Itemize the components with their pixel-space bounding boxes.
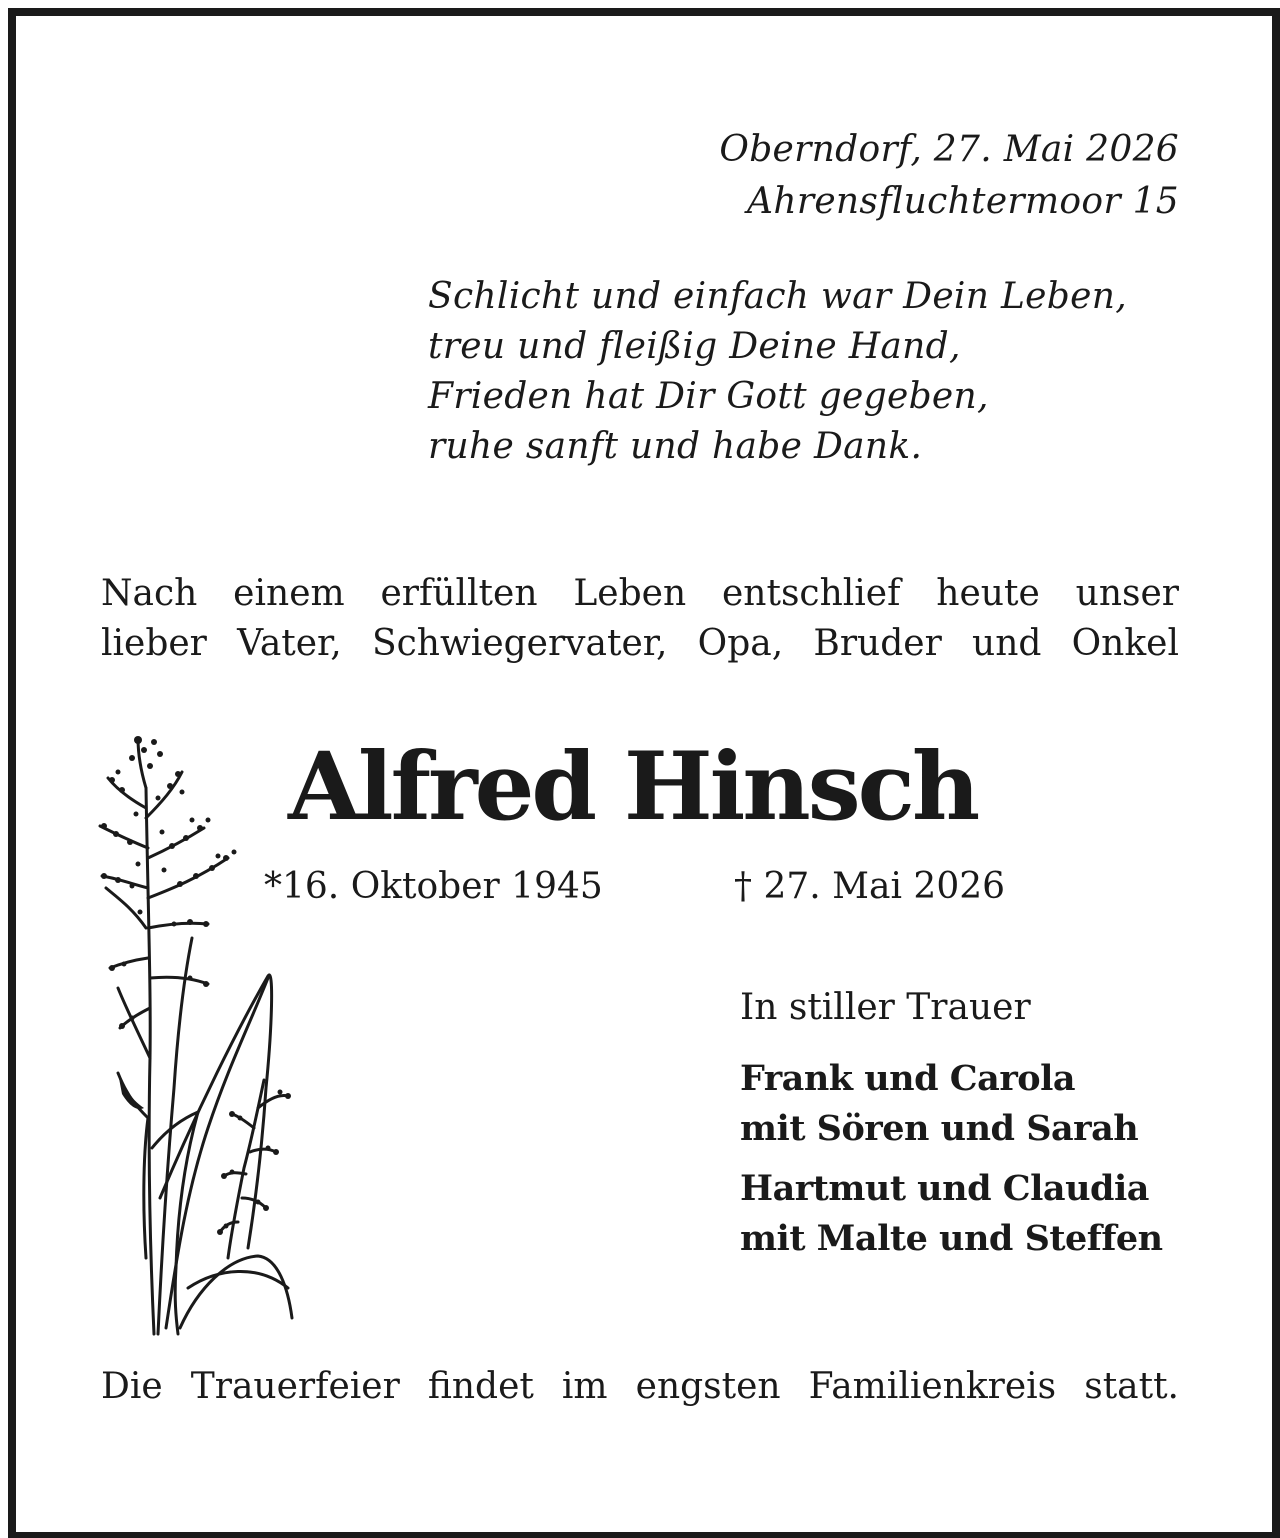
verse-line: ruhe sanft und habe Dank. [428,426,923,467]
address: Ahrensfluchtermoor 15 [747,181,1179,222]
place-date: Oberndorf, 27. Mai 2026 [719,129,1179,170]
mourner-line: mit Sören und Sarah [740,1108,1139,1149]
birth-date: *16. Oktober 1945 [264,866,603,907]
mourner-group [740,1164,1163,1264]
memorial-verse [428,272,1127,472]
death-date: † 27. Mai 2026 [734,866,1006,907]
mourners-list [740,1054,1163,1274]
verse-line: Frieden hat Dir Gott gegeben, [428,376,989,417]
announcement-text [101,569,1179,669]
mourner-line: mit Malte und Steffen [740,1218,1163,1259]
announcement-line: Nach einem erfüllten Leben entschlief heute unser [101,573,1179,614]
verse-line: Schlicht und einfach war Dein Leben, [428,276,1127,317]
grass-icon [88,728,318,1340]
funeral-notice: Die Trauerfeier findet im engsten Familienkreis statt. [101,1366,1179,1407]
mourning-label: In stiller Trauer [740,987,1031,1028]
mourner-group [740,1054,1163,1154]
deceased-name: Alfred Hinsch [288,732,978,842]
announcement-line: lieber Vater, Schwiegervater, Opa, Bruder und Onkel [101,623,1179,664]
mourner-line: Hartmut und Claudia [740,1168,1149,1209]
verse-line: treu und fleißig Deine Hand, [428,326,961,367]
mourner-line: Frank und Carola [740,1058,1076,1099]
place-and-address [719,124,1179,228]
